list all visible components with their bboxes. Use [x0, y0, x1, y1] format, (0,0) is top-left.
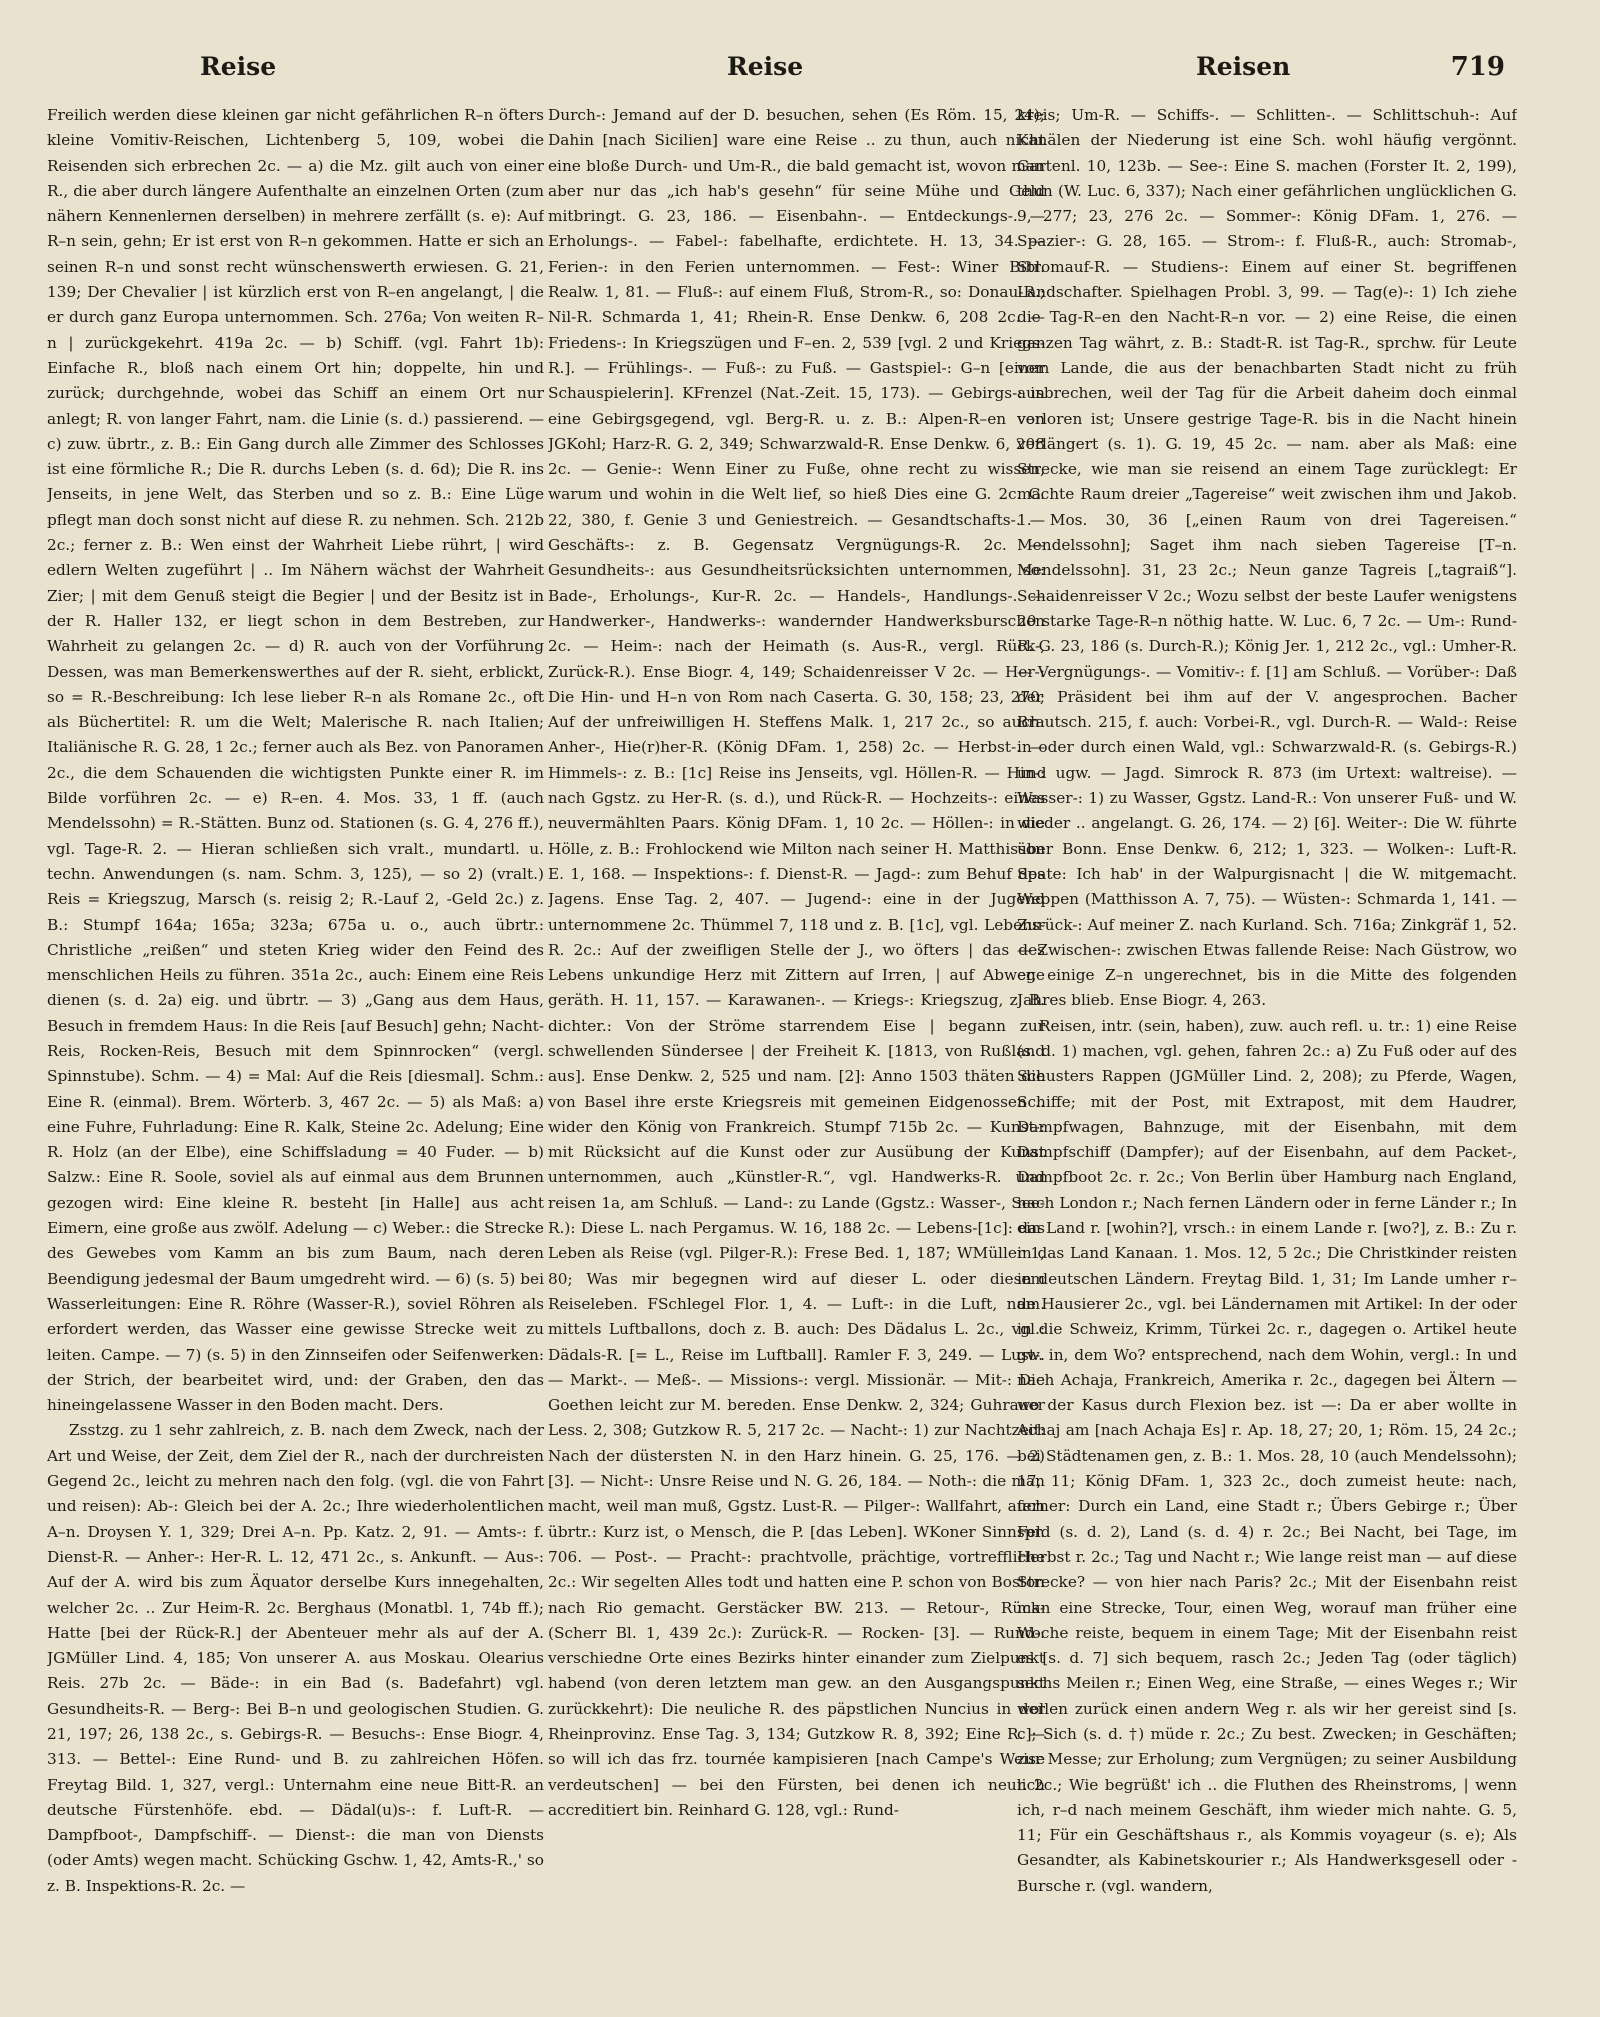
running-head-center: Reise: [727, 52, 804, 81]
running-head-right: Reisen: [1196, 52, 1291, 81]
column-1-paragraph: Zsstzg. zu 1 sehr zahlreich, z. B. nach dem Zweck, nach der Art und Weise, der Zeit, dem Ziel der R., nach der durchreisten Gegend 2c., leicht zu mehren nach den folg. (vgl. die von Fahrt und reisen): Ab-: Gleich bei der A. 2c.; Ihre wiederholentlichen A–n. Droysen Y. 1, 329; Drei A–n. Pp. Katz. 2, 91. — Amts-: f. Dienst-R. — Anher-: Her-R. L. 12, 471 2c., s. Ankunft. — Aus-: Auf der A. wird bis zum Äquator derselbe Kurs innegehalten, welcher 2c. .. Zur Heim-R. 2c. Berghaus (Monatbl. 1, 74b ff.); Hatte [bei der Rück-R.] der Abenteuer mehr als auf der A. JGMüller Lind. 4, 185; Von unserer A. aus Moskau. Olearius Reis. 27b 2c. — Bäde-: in ein Bad (s. Badefahrt) vgl. Gesundheits-R. — Berg-: Bei B–n und geologischen Studien. G. 21, 197; 26, 138 2c., s. Gebirgs-R. — Besuchs-: Ense Biogr. 4, 313. — Bettel-: Eine Rund- und B. zu zahlreichen Höfen. Freytag Bild. 1, 327, vergl.: Unternahm eine neue Bitt-R. an deutsche Fürstenhöfe. ebd. — Dädal(u)s-: f. Luft-R. — Dampfboot-, Dampfschiff-. — Dienst-: die man von Diensts (oder Amts) wegen macht. Schücking Gschw. 1, 42, Amts-R.,' so z. B. Inspektions-R. 2c. —: [47, 1421, 544, 1895]
text-column-2: [548, 103, 1045, 1998]
column-3-paragraph: Reisen, intr. (sein, haben), zuw. auch refl. u. tr.: 1) eine Reise (s. d. 1) machen, vgl. gehen, fahren 2c.: a) Zu Fuß oder auf des Schusters Rappen (JGMüller Lind. 2, 208); zu Pferde, Wagen, Schiffe; mit der Post, mit Extrapost, mit dem Haudrer, Dampfwagen, Bahnzuge, mit der Eisenbahn, mit dem Dampfschiff (Dampfer); auf der Eisenbahn, auf dem Packet-, Dampfboot 2c. r. 2c.; Von Berlin über Hamburg nach England, nach London r.; Nach fernen Ländern oder in ferne Länder r.; In ein Land r. [wohin?], vrsch.: in einem Lande r. [wo?], z. B.: Zu r. in das Land Kanaan. 1. Mos. 12, 5 2c.; Die Christkinder reisten in deutschen Ländern. Freytag Bild. 1, 31; Im Lande umher r–de Hausierer 2c., vgl. bei Ländernamen mit Artikel: In der oder in die Schweiz, Krimm, Türkei 2c. r., dagegen o. Artikel heute gw. in, dem Wo? entsprechend, nach dem Wohin, vergl.: In und nach Achaja, Frankreich, Amerika r. 2c., dagegen bei Ältern — wo der Kasus durch Flexion bez. ist —: Da er aber wollte in Achaj am [nach Achaja Es] r. Ap. 18, 27; 20, 1; Röm. 15, 24 2c.; bei Städtenamen gen, z. B.: 1. Mos. 28, 10 (auch Mendelssohn); 17, 11; König DFam. 1, 323 2c., doch zumeist heute: nach, ferner: Durch ein Land, eine Stadt r.; Übers Gebirge r.; Über Feld (s. d. 2), Land (s. d. 4) r. 2c.; Bei Nacht, bei Tage, im Herbst r. 2c.; Tag und Nacht r.; Wie lange reist man — auf diese Strecke? — von hier nach Paris? 2c.; Mit der Eisenbahn reist man eine Strecke, Tour, einen Weg, worauf man früher eine Woche reiste, bequem in einem Tage; Mit der Eisenbahn reist es [s. d. 7] sich bequem, rasch 2c.; Jeden Tag (oder täglich) sechs Meilen r.; Einen Weg, eine Straße, — eines Weges r.; Wir wollen zurück einen andern Weg r. als wir her gereist sind [s. c]; Sich (s. d. †) müde r. 2c.; Zu best. Zwecken; in Geschäften; zur Messe; zur Erholung; zum Vergnügen; zu seiner Ausbildung r. 2c.; Wie begrüßt' ich .. die Fluthen des Rheinstroms, | wenn ich, r–d nach meinem Geschäft, ihm wieder mich nahte. G. 5, 11; Für ein Geschäftshaus r., als Kommis voyageur (s. e); Als Gesandter, als Kabinetskourier r.; Als Handwerksgesell oder -Bursche r. (vgl. wandern,: [1017, 1016, 1517, 1895]
text-column-3: [1017, 103, 1517, 1998]
text-column-1: [47, 103, 544, 1998]
page-number: 719: [1450, 52, 1505, 82]
running-head-left: Reise: [200, 52, 277, 81]
column-3-paragraph: kreis; Um-R. — Schiffs-. — Schlitten-. — Schlittschuh-: Auf Kanälen der Niederung ist eine Sch. wohl häufig vergönnt. Gartenl. 10, 123b. — See-: Eine S. machen (Forster It. 2, 199), thun (W. Luc. 6, 337); Nach einer gefährlichen unglücklichen G. 9, 277; 23, 276 2c. — Sommer-: König DFam. 1, 276. — Spazier-: G. 28, 165. — Strom-: f. Fluß-R., auch: Stromab-, Stromauf-R. — Studiens-: Einem auf einer St. begriffenen Landschafter. Spielhagen Probl. 3, 99. — Tag(e)-: 1) Ich ziehe die Tag-R–en den Nacht-R–n vor. — 2) eine Reise, die einen ganzen Tag währt, z. B.: Stadt-R. ist Tag-R., sprchw. für Leute vom Lande, die aus der benachbarten Stadt nicht zu früh ausbrechen, weil der Tag für die Arbeit daheim doch einmal verloren ist; Unsere gestrige Tage-R. bis in die Nacht hinein verlängert (s. 1). G. 19, 45 2c. — nam. aber als Maß: eine Strecke, wie man sie reisend an einem Tage zurücklegt: Er machte Raum dreier „Tagereise“ weit zwischen ihm und Jakob. 1. Mos. 30, 36 [„einen Raum von drei Tagereisen.“ Mendelssohn]; Saget ihm nach sieben Tagereise [T–n. Mendelssohn]. 31, 23 2c.; Neun ganze Tagreis [„tagraiß“]. Schaidenreisser V 2c.; Wozu selbst der beste Laufer wenigstens 20 starke Tage-R–n nöthig hatte. W. Luc. 6, 7 2c. — Um-: Rund-R. G. 23, 186 (s. Durch-R.); König Jer. 1, 212 2c., vgl.: Umher-R. — Vergnügungs-. — Vomitiv-: f. [1] am Schluß. — Vorüber-: Daß der Präsident bei ihm auf der V. angesprochen. Bacher Brautsch. 215, f. auch: Vorbei-R., vgl. Durch-R. — Wald-: Reise in oder durch einen Wald, vgl.: Schwarzwald-R. (s. Gebirgs-R.) und ugw. — Jagd. Simrock R. 873 (im Urtext: waltreise). — Wasser-: 1) zu Wasser, Ggstz. Land-R.: Von unserer Fuß- und W. wieder .. angelangt. G. 26, 174. — 2) [6]. Weiter-: Die W. führte über Bonn. Ense Denkw. 6, 212; 1, 323. — Wolken-: Luft-R. Spate: Ich hab' in der Walpurgisnacht | die W. mitgemacht. Weppen (Matthisson A. 7, 75). — Wüsten-: Schmarda 1, 141. — Zurück-: Auf meiner Z. nach Kurland. Sch. 716a; Zinkgräf 1, 52. — Zwischen-: zwischen Etwas fallende Reise: Nach Güstrow, wo er, einige Z–n ungerechnet, bis in die Mitte des folgenden Jahres blieb. Ense Biogr. 4, 263.: [1017, 106, 1517, 1010]
column-2-paragraph: Durch-: Jemand auf der D. besuchen, sehen (Es Röm. 15, 24); Dahin [nach Sicilien] ware eine Reise .. zu thun, auch nicht eine bloße Durch- und Um-R., die bald gemacht ist, wovon man aber nur das „ich hab's gesehn“ für seine Mühe und Geld mitbringt. G. 23, 186. — Eisenbahn-. — Entdeckungs-. — Erholungs-. — Fabel-: fabelhafte, erdichtete. H. 13, 34. — Ferien-: in den Ferien unternommen. — Fest-: Winer Bibl. Realw. 1, 81. — Fluß-: auf einem Fluß, Strom-R., so: Donau-R.; Nil-R. Schmarda 1, 41; Rhein-R. Ense Denkw. 6, 208 2c. — Friedens-: In Kriegszügen und F–en. 2, 539 [vgl. 2 und Kriegs-R.]. — Frühlings-. — Fuß-: zu Fuß. — Gastspiel-: G–n [einer Schauspielerin]. KFrenzel (Nat.-Zeit. 15, 173). — Gebirgs-: in eine Gebirgsgegend, vgl. Berg-R. u. z. B.: Alpen-R–en von JGKohl; Harz-R. G. 2, 349; Schwarzwald-R. Ense Denkw. 6, 208 2c. — Genie-: Wenn Einer zu Fuße, ohne recht zu wissen, warum und wohin in die Welt lief, so hieß Dies eine G. 2c. G. 22, 380, f. Genie 3 und Geniestreich. — Gesandtschafts-. — Geschäfts-: z. B. Gegensatz Vergnügungs-R. 2c. — Gesundheits-: aus Gesundheitsrücksichten unternommen, so: Bade-, Erholungs-, Kur-R. 2c. — Handels-, Handlungs-. — Handwerker-, Handwerks-: wandernder Handwerksburschen 2c. — Heim-: nach der Heimath (s. Aus-R., vergl. Rück-, Zurück-R.). Ense Biogr. 4, 149; Schaidenreisser V 2c. — Her-: Die Hin- und H–n von Rom nach Caserta. G. 30, 158; 23, 270; Auf der unfreiwilligen H. Steffens Malk. 1, 217 2c., so auch: Anher-, Hie(r)her-R. (König DFam. 1, 258) 2c. — Herbst-. — Himmels-: z. B.: [1c] Reise ins Jenseits, vgl. Höllen-R. — Hin-: nach Ggstz. zu Her-R. (s. d.), und Rück-R. — Hochzeits-: eines neuvermählten Paars. König DFam. 1, 10 2c. — Höllen-: in die Hölle, z. B.: Frohlockend wie Milton nach seiner H. Matthisson E. 1, 168. — Inspektions-: f. Dienst-R. — Jagd-: zum Behuf des Jagens. Ense Tag. 2, 407. — Jugend-: eine in der Jugend unternommene 2c. Thümmel 7, 118 und z. B. [1c], vgl. Lebens-R. 2c.: Auf der zweifligen Stelle der J., wo öfters | das des Lebens unkundige Herz mit Zittern auf Irren, | auf Abwege geräth. H. 11, 157. — Karawanen-. — Kriegs-: Kriegszug, z. B. dichter.: Von der Ströme starrendem Eise | begann zur schwellenden Sündersee | der Freiheit K. [1813, von Rußland aus]. Ense Denkw. 2, 525 und nam. [2]: Anno 1503 thäten die von Basel ihre erste Kriegsreis mit gemeinen Eidgenossen .. wider den König von Frankreich. Stumpf 715b 2c. — Kunst-: mit Rücksicht auf die Kunst oder zur Ausübung der Kunst unternommen, auch „Künstler-R.“, vgl. Handwerks-R. und reisen 1a, am Schluß. — Land-: zu Lande (Ggstz.: Wasser-, See-R.): Diese L. nach Pergamus. W. 16, 188 2c. — Lebens-[1c]: das Leben als Reise (vgl. Pilger-R.): Frese Bed. 1, 187; WMüller 1, 80; Was mir begegnen wird auf dieser L. oder diesem Reiseleben. FSchlegel Flor. 1, 4. — Luft-: in die Luft, nam. mittels Luftballons, doch z. B. auch: Des Dädalus L. 2c., vgl.: Dädals-R. [= L., Reise im Luftball]. Ramler F. 3, 249. — Lust-. — Markt-. — Meß-. — Missions-: vergl. Missionär. — Mit-: Die Goethen leicht zur M. bereden. Ense Denkw. 2, 324; Guhrauer Less. 2, 308; Gutzkow R. 5, 217 2c. — Nacht-: 1) zur Nachtzeit: Nach der düstersten N. in den Harz hinein. G. 25, 176. — 2) [3]. — Nicht-: Unsre Reise und N. G. 26, 184. — Noth-: die man macht, weil man muß, Ggstz. Lust-R. — Pilger-: Wallfahrt, auch übrtr.: Kurz ist, o Mensch, die P. [das Leben]. WKoner Sinnspr. 706. — Post-. — Pracht-: prachtvolle, prächtige, vortreffliche 2c.: Wir segelten Alles todt und hatten eine P. schon von Boston nach Rio gemacht. Gerstäcker BW. 213. — Retour-, Rück- (Scherr Bl. 1, 439 2c.): Zurück-R. — Rocken- [3]. — Rund-: verschiedne Orte eines Bezirks hinter einander zum Zielpunkt habend (von deren letztem man gew. an den Ausgangspunkt zurückkehrt): Die neuliche R. des päpstlichen Nuncius in der Rheinprovinz. Ense Tag. 3, 134; Gutzkow R. 8, 392; Eine R. — so will ich das frz. tournée kampisieren [nach Campe's Weise verdeutschen] — bei den Fürsten, bei denen ich neulich accreditiert bin. Reinhard G. 128, vgl.: Rund-: [548, 106, 1045, 1819]
column-1-paragraph: Freilich werden diese kleinen gar nicht gefährlichen R–n öfters kleine Vomitiv-Reischen, Lichtenberg 5, 109, wobei die Reisenden sich erbrechen 2c. — a) die Mz. gilt auch von einer R., die aber durch längere Aufenthalte an einzelnen Orten (zum nähern Kennenlernen derselben) in mehrere zerfällt (s. e): Auf R–n sein, gehn; Er ist erst von R–n gekommen. Hatte er sich an seinen R–n und sonst recht wünschenswerth erwiesen. G. 21, 139; Der Chevalier | ist kürzlich erst von R–en angelangt, | die er durch ganz Europa unternommen. Sch. 276a; Von weiten R–n | zurückgekehrt. 419a 2c. — b) Schiff. (vgl. Fahrt 1b): Einfache R., bloß nach einem Ort hin; doppelte, hin und zurück; durchgehnde, wobei das Schiff an einem Ort nur anlegt; R. von langer Fahrt, nam. die Linie (s. d.) passierend. — c) zuw. übrtr., z. B.: Ein Gang durch alle Zimmer des Schlosses ist eine förmliche R.; Die R. durchs Leben (s. d. 6d); Die R. ins Jenseits, in jene Welt, das Sterben und so z. B.: Eine Lüge pflegt man doch sonst nicht auf diese R. zu nehmen. Sch. 212b 2c.; ferner z. B.: Wen einst der Wahrheit Liebe rührt, | wird edlern Welten zugeführt | .. Im Nähern wächst der Wahrheit Zier; | mit dem Genuß steigt die Begier | und der Besitz ist in der R. Haller 132, er liegt schon in dem Bestreben, zur Wahrheit zu gelangen 2c. — d) R. auch von der Vorführung Dessen, was man Bemerkenswerthes auf der R. sieht, erblickt, so = R.-Beschreibung: Ich lese lieber R–n als Romane 2c., oft als Büchertitel: R. um die Welt; Malerische R. nach Italien; Italiänische R. G. 28, 1 2c.; ferner auch als Bez. von Panoramen 2c., die dem Schauenden die wichtigsten Punkte einer R. im Bilde vorführen 2c. — e) R–en. 4. Mos. 33, 1 ff. (auch Mendelssohn) = R.-Stätten. Bunz od. Stationen (s. G. 4, 276 ff.), vgl. Tage-R. 2. — Hieran schließen sich vralt., mundartl. u. techn. Anwendungen (s. nam. Schm. 3, 125), — so 2) (vralt.) Reis = Kriegszug, Marsch (s. reisig 2; R.-Lauf 2, -Geld 2c.) z. B.: Stumpf 164a; 165a; 323a; 675a u. o., auch übrtr.: Christliche „reißen“ und steten Krieg wider den Feind des menschlichen Heils zu führen. 351a 2c., auch: Einem eine Reis dienen (s. d. 2a) eig. und übrtr. — 3) „Gang aus dem Haus, Besuch in fremdem Haus: In die Reis [auf Besuch] gehn; Nacht-Reis, Rocken-Reis, Besuch mit dem Spinnrocken“ (vergl. Spinnstube). Schm. — 4) = Mal: Auf die Reis [diesmal]. Schm.: Eine R. (einmal). Brem. Wörterb. 3, 467 2c. — 5) als Maß: a) eine Fuhre, Fuhrladung: Eine R. Kalk, Steine 2c. Adelung; Eine R. Holz (an der Elbe), eine Schiffsladung = 40 Fuder. — b) Salzw.: Eine R. Soole, soviel als auf einmal aus dem Brunnen gezogen wird: Eine kleine R. besteht [in Halle] aus acht Eimern, eine große aus zwölf. Adelung — c) Weber.: die Strecke des Gewebes vom Kamm an bis zum Baum, nach deren Beendigung jedesmal der Baum umgedreht wird. — 6) (s. 5) bei Wasserleitungen: Eine R. Röhre (Wasser-R.), soviel Röhren als erfordert werden, das Wasser eine gewisse Strecke weit zu leiten. Campe. — 7) (s. 5) in den Zinnseifen oder Seifenwerken: der Strich, der bearbeitet wird, und: der Graben, den das hineingelassene Wasser in den Boden macht. Ders.: [47, 106, 544, 1415]
